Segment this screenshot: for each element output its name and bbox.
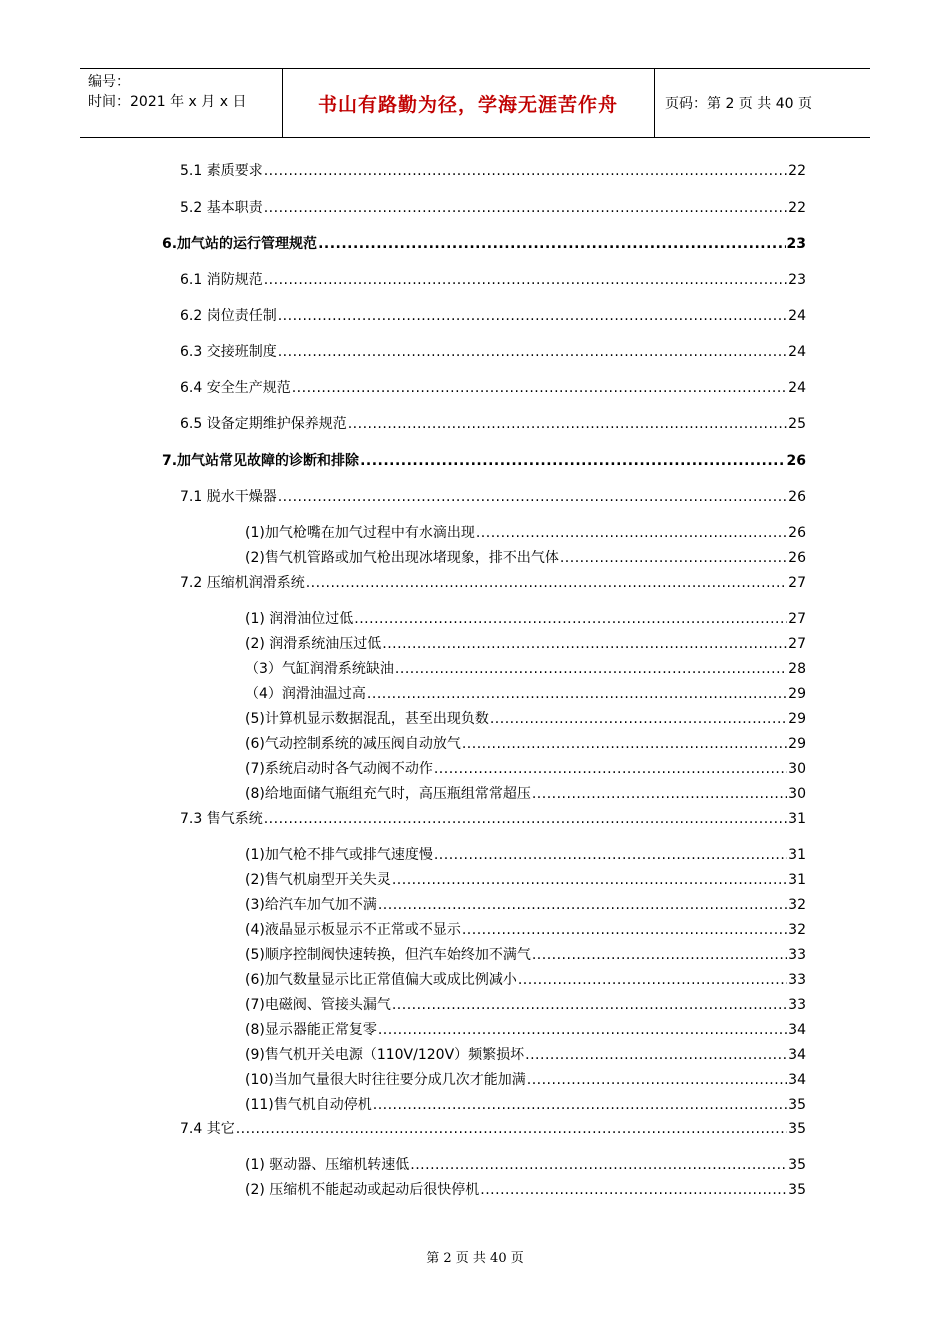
toc-entry[interactable] (245, 846, 806, 864)
toc-entry-page-number: 26 (788, 525, 806, 541)
toc-entry[interactable] (245, 1021, 806, 1039)
toc-leader-dots (532, 946, 787, 964)
toc-entry-label: (8)显示器能正常复零 (245, 1022, 377, 1038)
toc-leader-dots (367, 685, 787, 703)
toc-entry[interactable] (245, 1046, 806, 1064)
toc-entry-label: (8)给地面储气瓶组充气时，高压瓶组常常超压 (245, 786, 531, 802)
toc-leader-dots (264, 271, 787, 289)
toc-entry[interactable] (180, 488, 806, 506)
toc-leader-dots (518, 971, 787, 989)
toc-entry-page-number: 35 (788, 1182, 806, 1198)
toc-entry-label: 6.5 设备定期维护保养规范 (180, 416, 347, 432)
toc-entry-page-number: 24 (788, 380, 806, 396)
toc-entry[interactable] (245, 921, 806, 939)
toc-entry[interactable] (180, 343, 806, 361)
toc-entry-label: (6)加气数量显示比正常值偏大或成比例减小 (245, 972, 517, 988)
toc-entry-label: （3）气缸润滑系统缺油 (245, 661, 394, 677)
toc-entry-page-number: 27 (788, 575, 806, 591)
toc-entry-label: 7.3 售气系统 (180, 811, 263, 827)
toc-leader-dots (278, 343, 787, 361)
toc-entry-label: (1)加气枪嘴在加气过程中有水滴出现 (245, 525, 475, 541)
toc-leader-dots (462, 921, 787, 939)
toc-entry-page-number: 24 (788, 344, 806, 360)
toc-leader-dots (264, 199, 787, 217)
toc-entry[interactable] (245, 896, 806, 914)
toc-entry[interactable] (245, 760, 806, 778)
toc-entry[interactable] (245, 635, 806, 653)
toc-entry-label: (7)电磁阀、管接头漏气 (245, 997, 391, 1013)
toc-entry-page-number: 27 (788, 636, 806, 652)
toc-entry[interactable] (180, 307, 806, 325)
toc-leader-dots (292, 379, 787, 397)
toc-entry-label: (1)加气枪不排气或排气速度慢 (245, 847, 433, 863)
toc-entry[interactable] (180, 271, 806, 289)
toc-entry-label: （4）润滑油温过高 (245, 686, 366, 702)
toc-entry-page-number: 22 (788, 163, 806, 179)
toc-leader-dots (360, 452, 785, 470)
toc-leader-dots (527, 1071, 787, 1089)
toc-entry-label: 7.2 压缩机润滑系统 (180, 575, 305, 591)
toc-entry[interactable] (180, 162, 806, 180)
toc-entry-page-number: 32 (788, 897, 806, 913)
toc-entry-label: 7.4 其它 (180, 1121, 235, 1137)
toc-entry-label: 6.1 消防规范 (180, 272, 263, 288)
toc-entry-page-number: 29 (788, 686, 806, 702)
document-date-label: 时间：2021 年 x 月 x 日 (88, 94, 247, 110)
toc-entry-page-number: 23 (788, 272, 806, 288)
toc-entry[interactable] (245, 660, 806, 678)
toc-entry-page-number: 25 (788, 416, 806, 432)
toc-entry-label: (2)售气机管路或加气枪出现冰堵现象，排不出气体 (245, 550, 559, 566)
toc-leader-dots (348, 415, 787, 433)
toc-entry-label: (10)当加气量很大时往往要分成几次才能加满 (245, 1072, 526, 1088)
toc-leader-dots (410, 1156, 787, 1174)
toc-entry[interactable] (180, 415, 806, 433)
toc-entry[interactable] (245, 1096, 806, 1114)
toc-entry-page-number: 29 (788, 736, 806, 752)
toc-entry-label: (7)系统启动时各气动阀不动作 (245, 761, 433, 777)
toc-leader-dots (354, 610, 787, 628)
toc-leader-dots (434, 846, 787, 864)
toc-entry-page-number: 33 (788, 997, 806, 1013)
toc-leader-dots (525, 1046, 787, 1064)
toc-entry-label: (3)给汽车加气加不满 (245, 897, 377, 913)
toc-entry[interactable] (245, 996, 806, 1014)
toc-entry-page-number: 34 (788, 1022, 806, 1038)
toc-entry[interactable] (245, 946, 806, 964)
header-motto: 书山有路勤为径，学海无涯苦作舟 (317, 93, 618, 116)
toc-entry-label: 6.4 安全生产规范 (180, 380, 291, 396)
toc-entry[interactable] (180, 574, 806, 592)
toc-entry-page-number: 26 (788, 550, 806, 566)
toc-entry[interactable] (180, 379, 806, 397)
toc-leader-dots (278, 307, 787, 325)
toc-entry-page-number: 30 (788, 761, 806, 777)
toc-entry-label: (1) 驱动器、压缩机转速低 (245, 1157, 410, 1173)
toc-entry-page-number: 35 (788, 1097, 806, 1113)
toc-entry-label: 5.2 基本职责 (180, 200, 263, 216)
toc-leader-dots (532, 785, 787, 803)
page-footer: 第 2 页 共 40 页 (426, 1251, 524, 1266)
toc-entry[interactable] (245, 871, 806, 889)
toc-entry-label: 6.加气站的运行管理规范 (162, 236, 318, 252)
toc-entry-page-number: 35 (788, 1121, 806, 1137)
toc-leader-dots (490, 710, 787, 728)
toc-entry-label: 7.1 脱水干燥器 (180, 489, 277, 505)
toc-entry-label: (1) 润滑油位过低 (245, 611, 354, 627)
toc-entry-label: 6.2 岗位责任制 (180, 308, 277, 324)
toc-entry-page-number: 24 (788, 308, 806, 324)
toc-entry-page-number: 29 (788, 711, 806, 727)
toc-entry-label: (11)售气机自动停机 (245, 1097, 372, 1113)
toc-entry[interactable] (245, 735, 806, 753)
toc-entry[interactable] (245, 1071, 806, 1089)
toc-entry-page-number: 23 (786, 236, 806, 252)
toc-entry-page-number: 35 (788, 1157, 806, 1173)
toc-entry-page-number: 31 (788, 847, 806, 863)
toc-entry-page-number: 33 (788, 972, 806, 988)
toc-leader-dots (560, 549, 787, 567)
toc-leader-dots (306, 574, 787, 592)
toc-entry-label: 6.3 交接班制度 (180, 344, 277, 360)
toc-entry[interactable] (162, 235, 806, 253)
toc-entry[interactable] (245, 1156, 806, 1174)
toc-leader-dots (476, 524, 787, 542)
toc-entry-page-number: 31 (788, 872, 806, 888)
toc-entry-page-number: 34 (788, 1072, 806, 1088)
toc-leader-dots (395, 660, 787, 678)
toc-entry-page-number: 33 (788, 947, 806, 963)
toc-entry[interactable] (245, 971, 806, 989)
toc-entry-page-number: 22 (788, 200, 806, 216)
toc-leader-dots (392, 996, 787, 1014)
document-number-label: 编号： (88, 74, 130, 90)
toc-leader-dots (378, 1021, 787, 1039)
toc-leader-dots (378, 896, 787, 914)
toc-leader-dots (373, 1096, 787, 1114)
toc-entry-label: (6)气动控制系统的减压阀自动放气 (245, 736, 461, 752)
toc-entry[interactable] (245, 710, 806, 728)
toc-leader-dots (382, 635, 787, 653)
toc-entry[interactable] (245, 685, 806, 703)
toc-leader-dots (434, 760, 787, 778)
toc-entry[interactable] (245, 549, 806, 567)
toc-entry[interactable] (162, 452, 806, 470)
toc-entry[interactable] (245, 610, 806, 628)
toc-entry-label: (2)售气机扇型开关失灵 (245, 872, 391, 888)
toc-entry-label: (2) 润滑系统油压过低 (245, 636, 382, 652)
toc-entry[interactable] (245, 1181, 806, 1199)
toc-entry-page-number: 27 (788, 611, 806, 627)
toc-leader-dots (236, 1120, 787, 1138)
toc-entry-label: (4)液晶显示板显示不正常或不显示 (245, 922, 461, 938)
toc-entry[interactable] (180, 1120, 806, 1138)
toc-entry-label: 5.1 素质要求 (180, 163, 263, 179)
toc-entry-label: (5)计算机显示数据混乱，甚至出现负数 (245, 711, 489, 727)
toc-leader-dots (462, 735, 787, 753)
toc-entry-label: (5)顺序控制阀快速转换，但汽车始终加不满气 (245, 947, 531, 963)
toc-entry[interactable] (245, 524, 806, 542)
toc-entry-label: (9)售气机开关电源（110V/120V）频繁损坏 (245, 1047, 525, 1063)
toc-entry-page-number: 32 (788, 922, 806, 938)
header-page-info: 页码：第 2 页 共 40 页 (665, 96, 812, 112)
toc-entry-page-number: 26 (788, 489, 806, 505)
toc-entry[interactable] (245, 785, 806, 803)
toc-entry-page-number: 28 (788, 661, 806, 677)
toc-leader-dots (480, 1181, 787, 1199)
toc-entry-label: (2) 压缩机不能起动或起动后很快停机 (245, 1182, 480, 1198)
toc-entry-page-number: 26 (786, 453, 806, 469)
toc-entry-label: 7.加气站常见故障的诊断和排除 (162, 453, 360, 469)
toc-entry-page-number: 34 (788, 1047, 806, 1063)
toc-entry[interactable] (180, 810, 806, 828)
toc-leader-dots (264, 810, 787, 828)
toc-entry-page-number: 30 (788, 786, 806, 802)
toc-leader-dots (392, 871, 787, 889)
toc-leader-dots (264, 162, 787, 180)
toc-leader-dots (318, 235, 785, 253)
toc-leader-dots (278, 488, 787, 506)
toc-entry-page-number: 31 (788, 811, 806, 827)
toc-entry[interactable] (180, 199, 806, 217)
